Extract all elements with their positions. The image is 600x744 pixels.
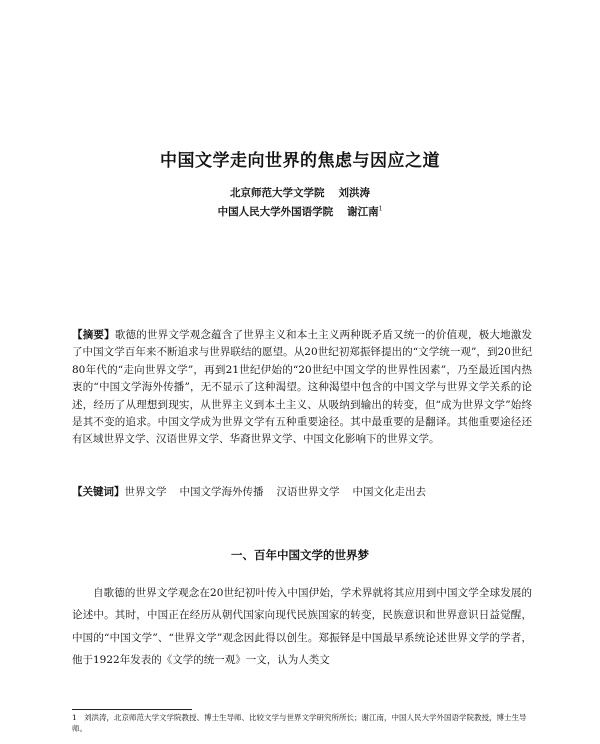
keyword: 世界文学 xyxy=(124,486,167,498)
footnote-marker: 1 xyxy=(378,205,383,213)
section-heading: 一、百年中国文学的世界梦 xyxy=(231,548,369,562)
footnote-divider xyxy=(72,709,192,710)
keyword: 中国文化走出去 xyxy=(352,486,426,498)
author-name: 刘洪涛 xyxy=(338,187,370,199)
author-affiliation: 中国人民大学外国语学院 xyxy=(217,206,334,218)
keyword: 中国文学海外传播 xyxy=(179,486,264,498)
abstract-text: 歌德的世界文学观念蕴含了世界主义和本土主义两种既矛盾又统一的价值观，极大地激发了中国文学百年来不断追求与世界联结的愿望。从20世纪初郑振铎提出的“文学统一观”，到20世纪80年代的“走向世界文学”，再到21世纪伊始的“20世纪中国文学的世界性因素”，乃至最近国内热衷的“中国文学海外传播”，无不显示了这种渴望。这种渴望中包含的中国文学与世界文学关系的论述，经历了从理想到现实，从世界主义到本土主义、从吸纳到输出的转变，但“成为世界文学”始终是其不变的追求。中国文学成为世界文学有五种重要途径。其中最重要的是翻译。其他重要途径还有区域世界文学、汉语世界文学、华裔世界文学、中国文化影响下的世界文学。 xyxy=(72,329,533,446)
author-affiliation: 北京师范大学文学院 xyxy=(230,187,325,199)
abstract xyxy=(72,327,532,449)
keywords-label: 【关键词】 xyxy=(72,486,125,498)
footnote xyxy=(72,712,532,734)
keywords xyxy=(72,484,532,501)
footnote-number: 1 xyxy=(72,713,77,722)
paper-title: 中国文学走向世界的焦虑与因应之道 xyxy=(160,151,440,171)
footnote-text: 刘洪涛，北京师范大学文学院教授、博士生导师、比较文学与世界文学研究所所长；谢江南，中国人民大学外国语学院教授，博士生导师。 xyxy=(72,713,527,733)
body-paragraph: 自歌德的世界文学观念在20世纪初叶传入中国伊始，学术界就将其应用到中国文学全球发展的论述中。其时，中国正在经历从朝代国家向现代民族国家的转变，民族意识和世界意识日益觉醒，中国的“中国文学”、“世界文学”观念因此得以创生。郑振铎是中国最早系统论述世界文学的学者，他于1922年发表的《文学的统一观》一文，认为人类文 xyxy=(72,587,532,667)
author-name: 谢江南 xyxy=(347,206,379,218)
author-line-2 xyxy=(0,204,600,219)
abstract-label: 【摘要】 xyxy=(72,329,115,341)
keyword: 汉语世界文学 xyxy=(276,486,340,498)
author-line-1 xyxy=(0,185,600,200)
